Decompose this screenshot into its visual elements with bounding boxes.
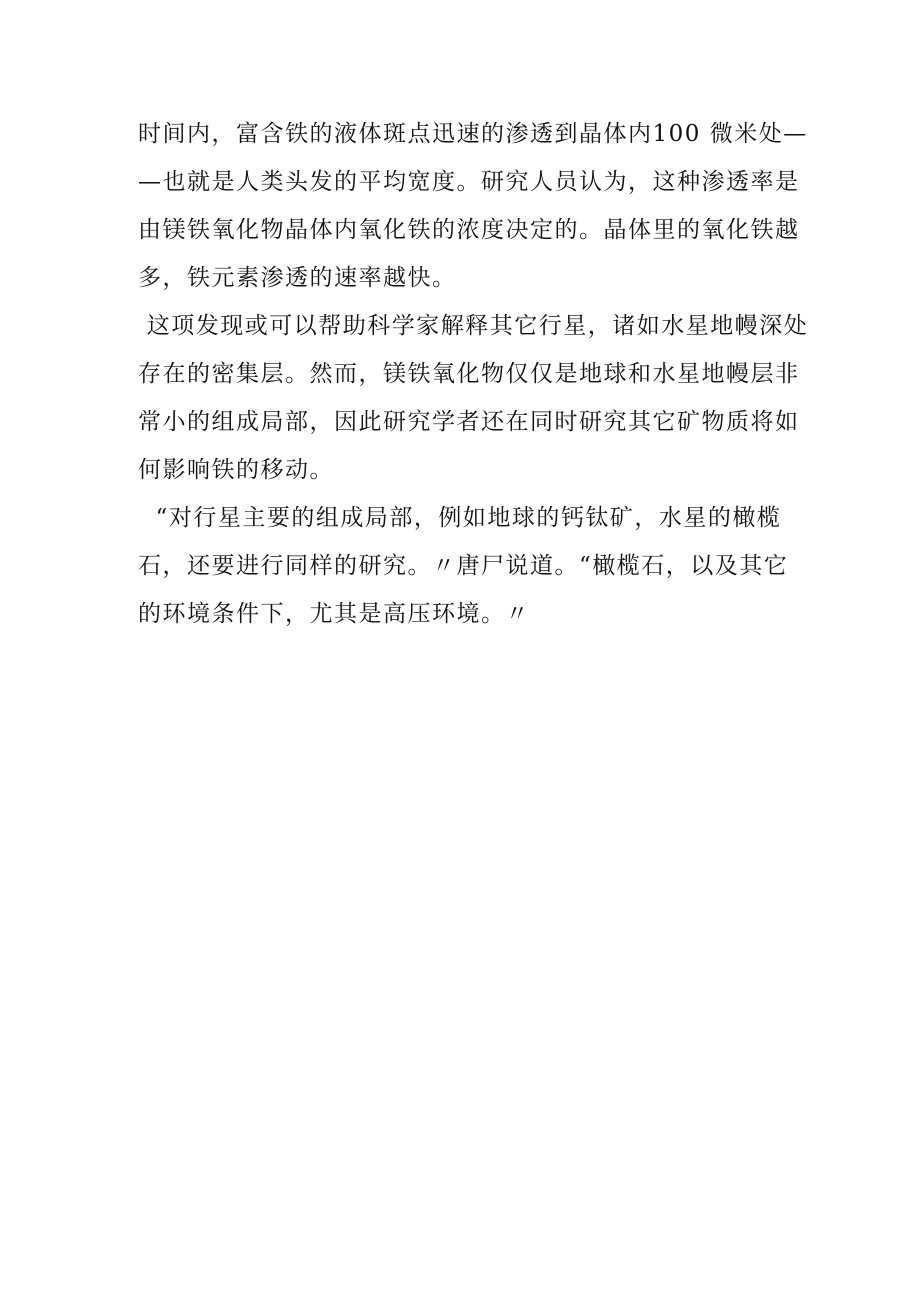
paragraph-2-line-1: 这项发现或可以帮助科学家解释其它行星，诸如水星地幔深处 — [138, 313, 809, 339]
paragraph-2 — [138, 302, 809, 494]
paragraph-3-line-2: 石，还要进行同样的研究。〃唐尸说道。“橄榄石，以及其它 — [138, 553, 789, 579]
body-text — [138, 110, 809, 638]
paragraph-3-line-1: “对行星主要的组成局部，例如地球的钙钛矿，水星的橄榄 — [138, 505, 782, 531]
paragraph-1-line-2: —也就是人类头发的平均宽度。研究人员认为，这种渗透率是 — [138, 169, 800, 195]
paragraph-1 — [138, 110, 808, 302]
paragraph-1-line-1: 时间内，富含铁的液体斑点迅速的渗透到晶体内100 微米处— — [138, 121, 808, 147]
paragraph-3-line-3: 的环境条件下，尤其是高压环境。〃 — [138, 601, 530, 627]
paragraph-2-line-4: 何影响铁的移动。 — [138, 457, 334, 483]
paragraph-2-line-3: 常小的组成局部，因此研究学者还在同时研究其它矿物质将如 — [138, 409, 800, 435]
paragraph-1-line-4: 多，铁元素渗透的速率越快。 — [138, 265, 457, 291]
paragraph-1-line-3: 由镁铁氧化物晶体内氧化铁的浓度决定的。晶体里的氧化铁越 — [138, 217, 800, 243]
paragraph-2-line-2: 存在的密集层。然而，镁铁氧化物仅仅是地球和水星地幔层非 — [138, 361, 800, 387]
paragraph-3 — [138, 494, 788, 638]
